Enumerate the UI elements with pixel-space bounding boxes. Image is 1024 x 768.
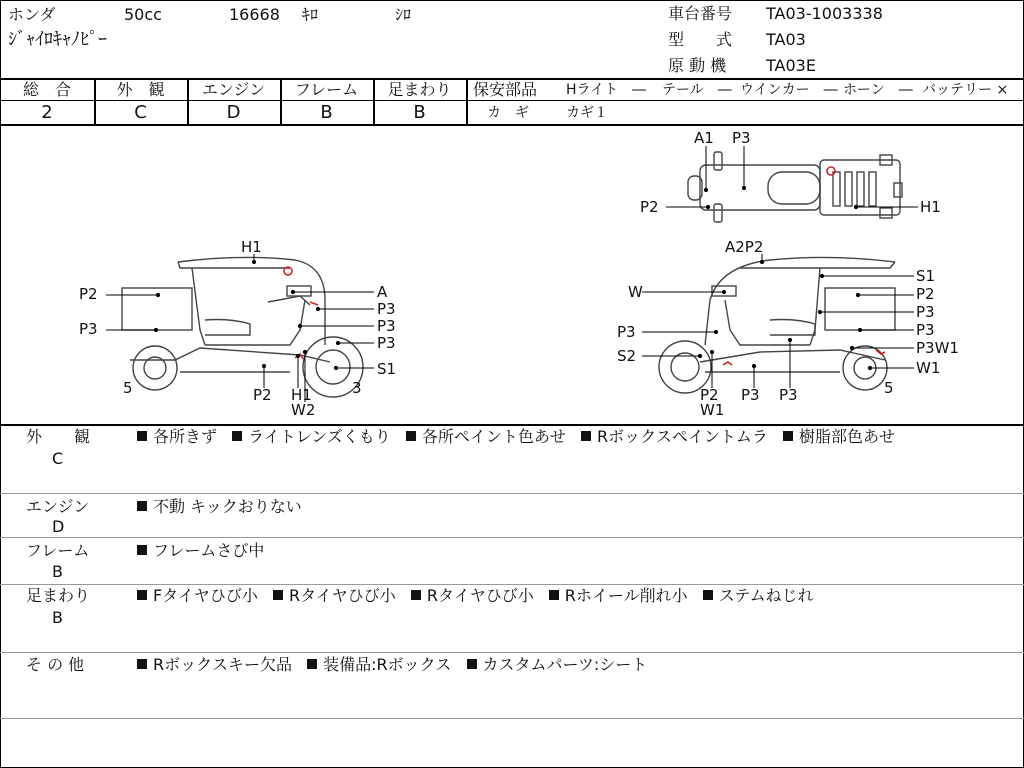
safety-parts-label: 保安部品 xyxy=(473,80,538,99)
label-right-p3-bottom-a: P3 xyxy=(741,386,760,404)
label-left-p3-b: P3 xyxy=(377,300,396,318)
model-type-label: 型 式 xyxy=(668,30,733,49)
remark-item: Fタイヤひび小 xyxy=(153,586,258,605)
safety-item-battery: バッテリー × xyxy=(922,82,1009,98)
remarks-label-engine: エンジン xyxy=(26,497,90,516)
diagram-bottom-border xyxy=(0,424,1024,426)
label-left-h1-bottom: H1 xyxy=(291,386,312,404)
displacement: 50cc xyxy=(124,5,162,24)
remark-item: Rボックスキー欠品 xyxy=(153,655,292,674)
label-right-p2: P2 xyxy=(916,285,935,303)
grade-value-exterior: C xyxy=(134,102,147,123)
label-left-p3-c: P3 xyxy=(377,317,396,335)
remarks-grade-frame: B xyxy=(52,562,63,581)
model-type-value: TA03 xyxy=(766,30,806,49)
remarks-items-exterior xyxy=(137,429,905,445)
scooter-right-view xyxy=(659,257,895,393)
remark-item: ステムねじれ xyxy=(718,586,814,605)
safety-row-divider xyxy=(466,100,1024,101)
label-right-5: 5 xyxy=(884,379,894,397)
remarks-items-engine xyxy=(137,499,312,515)
label-left-p2-bottom: P2 xyxy=(253,386,272,404)
remarks-divider-5 xyxy=(0,718,1024,719)
engine-model-value: TA03E xyxy=(766,56,816,75)
remarks-grade-exterior: C xyxy=(52,449,64,468)
grade-col-div-5 xyxy=(466,78,468,125)
mileage-unit: ｷﾛ xyxy=(302,5,319,24)
grade-label-frame: フレーム xyxy=(294,80,359,99)
remarks-items-suspension xyxy=(137,588,824,604)
label-left-5: 5 xyxy=(123,379,133,397)
label-right-p3w1: P3W1 xyxy=(916,339,959,357)
safety-item-winker: ウインカー ― xyxy=(740,82,838,98)
label-right-p3-c: P3 xyxy=(617,323,636,341)
label-left-3: 3 xyxy=(352,379,362,397)
grade-label-exterior: 外 観 xyxy=(116,80,165,99)
remarks-label-frame: フレーム xyxy=(26,541,90,560)
remark-item: 装備品:Rボックス xyxy=(323,655,452,674)
label-top-p3: P3 xyxy=(732,129,751,147)
label-left-p2: P2 xyxy=(79,285,98,303)
grade-value-overall: 2 xyxy=(41,102,53,123)
remarks-label-suspension: 足まわり xyxy=(26,586,91,605)
remarks-items-frame xyxy=(137,543,274,559)
engine-model-label: 原 動 機 xyxy=(668,56,727,75)
scooter-top-view xyxy=(688,152,902,222)
remarks-label-other: そ の 他 xyxy=(26,655,85,674)
model-name: ｼﾞｬｲﾛｷｬﾉﾋﾟｰ xyxy=(8,29,107,50)
frame-number-label: 車台番号 xyxy=(668,4,733,23)
label-right-p3-b: P3 xyxy=(916,321,935,339)
label-top-a1: A1 xyxy=(694,129,714,147)
remarks-divider-3 xyxy=(0,584,1024,585)
remarks-divider-2 xyxy=(0,537,1024,538)
label-right-w: W xyxy=(628,283,643,301)
scooter-left-view xyxy=(122,257,363,397)
remark-item: 不動 キックおりない xyxy=(153,497,302,516)
remarks-items-other xyxy=(137,657,657,673)
label-left-s1: S1 xyxy=(377,360,397,378)
remark-item: Rタイヤひび小 xyxy=(288,586,396,605)
label-right-p3-bottom-b: P3 xyxy=(779,386,798,404)
safety-item-tail: テール ― xyxy=(662,82,732,98)
remark-item: 樹脂部色あせ xyxy=(799,427,896,446)
remark-item: 各所ペイント色あせ xyxy=(421,427,566,446)
label-right-a2p2: A2P2 xyxy=(725,238,764,256)
key-label: カ ギ xyxy=(487,105,529,121)
remark-item: ライトレンズくもり xyxy=(248,427,391,446)
remark-item: 各所きず xyxy=(153,427,218,446)
color: ｼﾛ xyxy=(395,5,412,24)
maker: ホンダ xyxy=(8,5,56,24)
remark-item: Rタイヤひび小 xyxy=(426,586,534,605)
grade-value-engine: D xyxy=(226,102,241,123)
remark-item: カスタムパーツ:シート xyxy=(482,655,648,674)
label-right-s1: S1 xyxy=(916,267,936,285)
remarks-grade-suspension: B xyxy=(52,608,63,627)
label-right-p2-bottom: P2 xyxy=(700,386,719,404)
remarks-divider-4 xyxy=(0,652,1024,653)
remark-item: Rボックスペイントムラ xyxy=(596,427,768,446)
safety-item-horn: ホーン ― xyxy=(843,82,913,98)
scooter-diagram xyxy=(0,126,1024,424)
label-right-w1: W1 xyxy=(916,359,941,377)
grade-value-suspension: B xyxy=(413,102,426,123)
grade-label-engine: エンジン xyxy=(201,80,266,99)
label-right-w1-bottom: W1 xyxy=(700,401,725,419)
label-left-p3-d: P3 xyxy=(377,334,396,352)
mileage: 16668 xyxy=(229,5,280,24)
remarks-grade-engine: D xyxy=(52,517,65,536)
frame-number-value: TA03-1003338 xyxy=(766,4,883,23)
label-top-p2: P2 xyxy=(640,198,659,216)
label-left-w2: W2 xyxy=(291,401,316,419)
label-left-h1-top: H1 xyxy=(241,238,262,256)
safety-item-headlight: Hライト ― xyxy=(566,82,647,98)
key-value: カギ１ xyxy=(566,105,608,121)
grade-label-suspension: 足まわり xyxy=(387,80,452,99)
label-left-a: A xyxy=(377,283,388,301)
label-top-h1: H1 xyxy=(920,198,941,216)
remark-item: フレームさび中 xyxy=(153,541,265,560)
grade-table-mid xyxy=(0,100,466,101)
remark-item: Rホイール削れ小 xyxy=(564,586,688,605)
grade-value-frame: B xyxy=(320,102,333,123)
label-right-p3-a: P3 xyxy=(916,303,935,321)
label-right-s2: S2 xyxy=(617,347,637,365)
label-left-p3-a: P3 xyxy=(79,320,98,338)
remarks-divider-1 xyxy=(0,493,1024,494)
remarks-label-exterior: 外 観 xyxy=(26,427,91,446)
grade-label-overall: 総 合 xyxy=(22,80,71,99)
